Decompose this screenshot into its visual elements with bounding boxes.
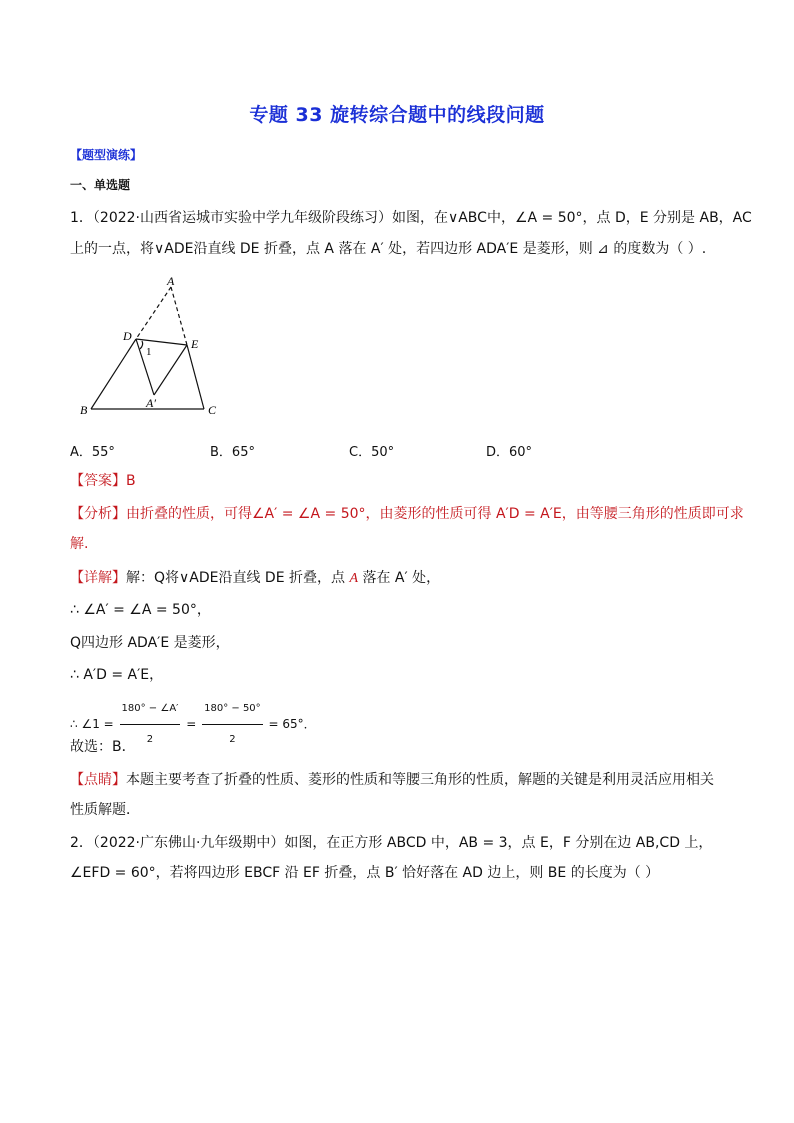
q1-line-2: 上的一点，将∨ADE沿直线 DE 折叠，点 A 落在 A′ 处，若四边形 ADA′E 是菱形，则 ⊿ 的度数为（ ）. [70,241,707,257]
analysis-line-2: 解. [70,536,89,552]
detail-line-3: Q四边形 ADA′E 是菱形， [70,635,230,651]
comment-line-1 [70,771,714,789]
label-e: E [191,337,199,351]
choice-c: C．50° [349,445,395,460]
detail-line-4: ∴ A′D = A′E， [70,667,164,683]
label-c: C [208,403,217,417]
label-b: B [80,403,88,417]
dashed-line-ad [136,287,171,339]
detail-text-1c: 落在 A′ 处， [358,570,441,586]
detail-text-5b: = 65°． [264,717,316,731]
choice-d: D．60° [486,445,533,460]
label-a-prime: A′ [146,396,156,410]
detail-line-5: ∴ ∠1 = $\frac{180^\circ - \angle A'}{2}$ = $\frac{180^\circ - 50^\circ}{2}$ = 65°． [70,694,316,755]
fraction-1-denominator: 2 [146,734,154,745]
label-1: 1 [146,346,152,358]
comment-tag: 【点睛】 [70,772,126,788]
detail-text-1b: A [349,571,359,586]
answer-tag: 【答案】 [70,473,126,489]
angle-1-arc [140,341,143,349]
section-tag: 【题型演练】 [70,148,143,162]
fraction-2 [202,694,263,755]
fraction-2-denominator: 2 [229,734,236,745]
comment-line-2: 性质解题． [70,802,140,818]
page-title: 专题 33 旋转综合题中的线段问题 [249,104,545,126]
detail-line-2: ∴ ∠A′ = ∠A = 50°， [70,602,211,618]
comment-text-1: 本题主要考查了折叠的性质、菱形的性质和等腰三角形的性质，解题的关键是利用灵活应用相关 [126,772,714,788]
q1-figure [72,275,232,420]
fraction-1-numerator: 180° − ∠A′ [120,694,181,725]
answer-line [70,472,136,490]
detail-line-1 [70,569,440,588]
subsection-heading: 一、单选题 [70,178,131,192]
segment-de [136,339,187,345]
answer-value: B [126,473,136,489]
dashed-line-ae [171,287,187,345]
q1-line-1: 1．（2022·山西省运城市实验中学九年级阶段练习）如图，在∨ABC中，∠A = 50°，点 D，E 分别是 AB，AC [70,210,752,226]
segment-ce [187,345,204,409]
q2-line-2: ∠EFD = 60°，若将四边形 EBCF 沿 EF 折叠，点 B′ 恰好落在 AD 边上，则 BE 的长度为（ ） [70,865,660,881]
q2-line-1: 2．（2022·广东佛山·九年级期中）如图，在正方形 ABCD 中，AB = 3，点 E，F 分别在边 AB,CD 上， [70,835,713,851]
segment-ea-prime [154,345,187,395]
label-d: D [123,329,132,343]
analysis-line-1 [70,505,744,523]
detail-text-1a: 解：Q将∨ADE沿直线 DE 折叠，点 [126,570,350,586]
label-a: A [167,275,175,288]
analysis-text-1: 由折叠的性质，可得∠A′ = ∠A = 50°，由菱形的性质可得 A′D = A′E，由等腰三角形的性质即可求 [126,506,744,522]
choice-b: B．65° [210,445,255,460]
fraction-2-numerator: 180° − 50° [202,694,263,725]
detail-text-5a: ∴ ∠1 = [70,717,118,731]
analysis-tag: 【分析】 [70,506,126,522]
detail-line-6: 故选：B． [70,739,136,755]
segment-db [91,339,136,409]
choice-a: A．55° [70,445,115,460]
detail-tag: 【详解】 [70,570,126,586]
